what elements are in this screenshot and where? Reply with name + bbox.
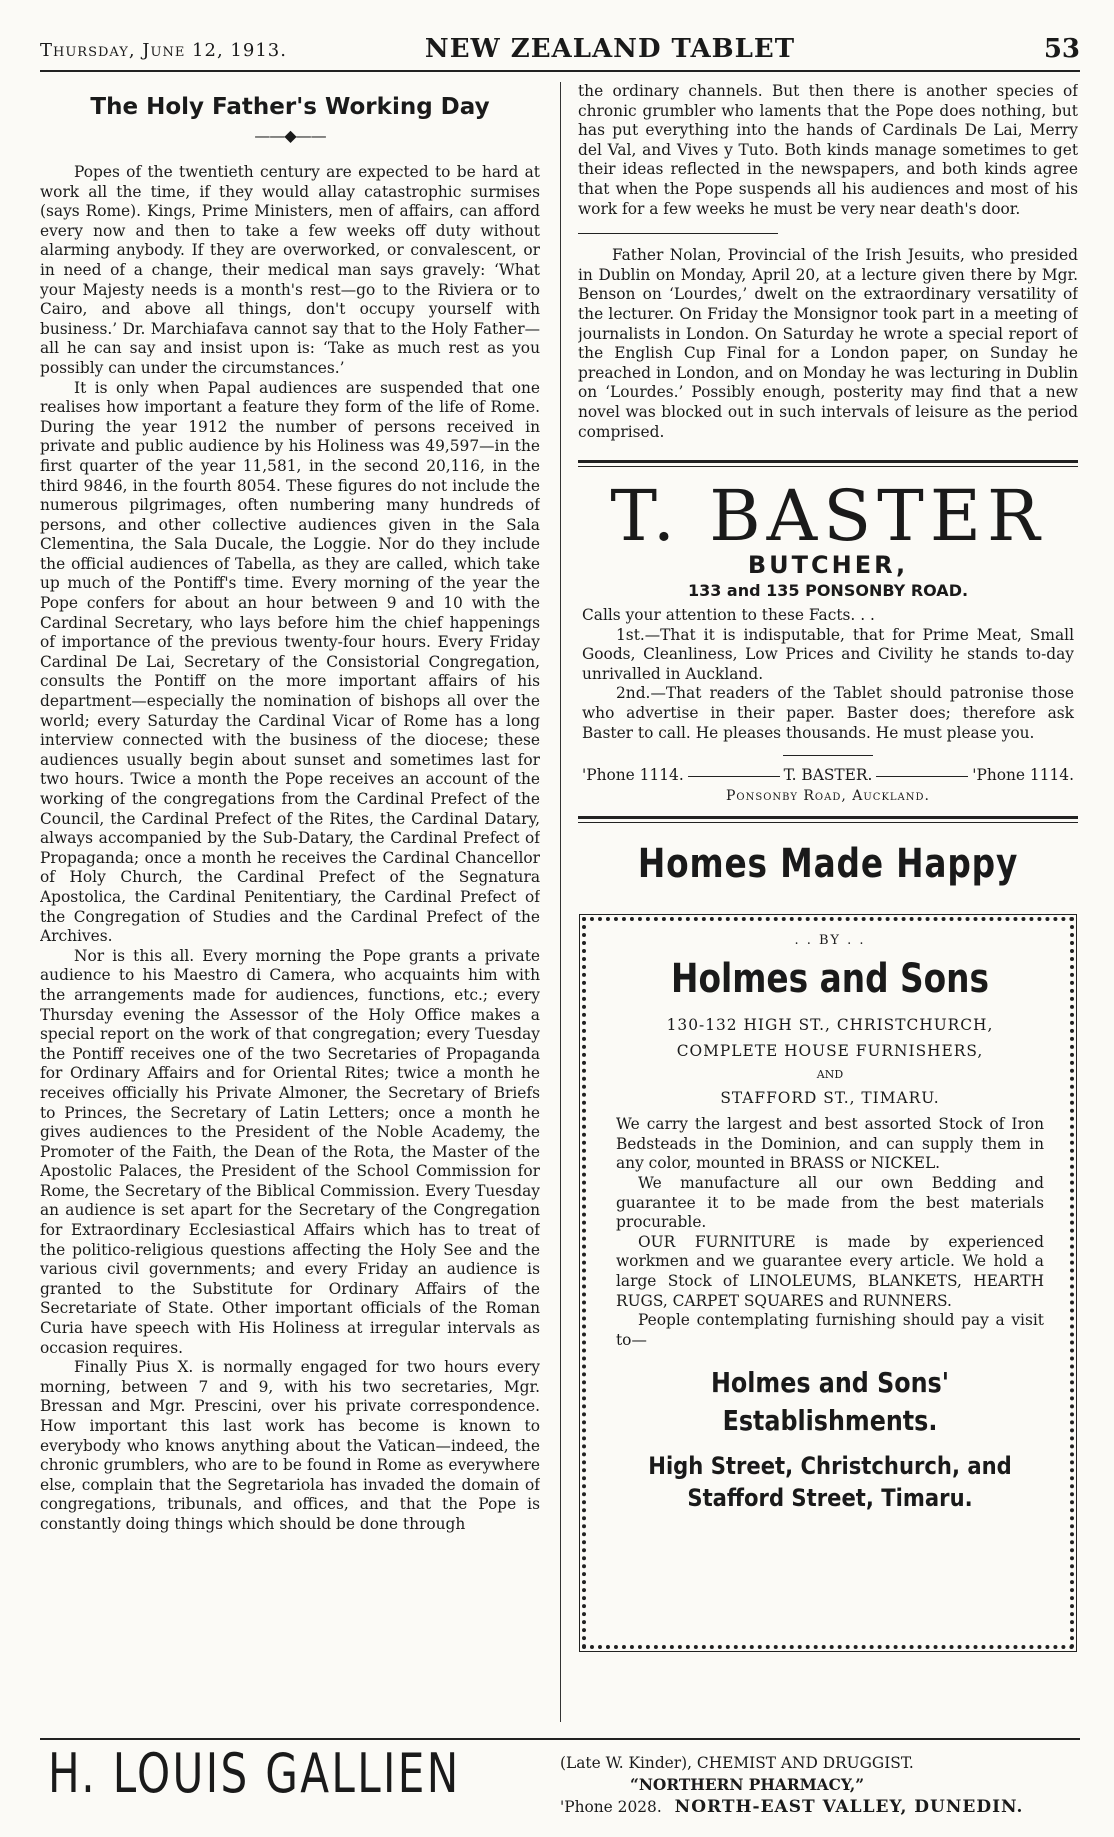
holmes-paragraph-4: People contemplating furnishing should pay a visit to— (616, 1311, 1044, 1349)
article-paragraph: Finally Pius X. is normally engaged for two hours every morning, between 7 and 9, with his two secretaries, Mgr. Bressan and Mgr. Prescini, over his private correspondence. How important this last work has become is known to everybody who knows anything about the Vatican—indeed, the chronic grumblers, who are to be found in Rome as everywhere else, complain that the Segretariola has invaded the domain of congregations, tribunals, and offices, and that the Pope is constantly doing things which should be done through (40, 1358, 540, 1533)
gallien-line-2: “NORTHERN PHARMACY,” (630, 1776, 865, 1794)
gallien-location: NORTH-EAST VALLEY, DUNEDIN. (674, 1797, 1024, 1817)
holmes-streets (642, 1450, 1019, 1514)
gallien-info (560, 1752, 1080, 1818)
article-paragraph: It is only when Papal audiences are suspended that one realises how important a feature they form of the life of Rome. During the year 1912 the number of persons received in private and public audience by his Holiness was 49,597—in the first quarter of the year 11,581, in the second 20,116, in the third 9846, in the fourth 8054. These figures do not include the numerous pilgrimages, often numbering many hundreds of persons, and other collective audiences given in the Sala Clementina, the Sala Ducale, the Loggie. Nor do they include the official audiences of Tabella, as they are called, which take up much of the Pontiff's time. Every morning of the year the Pope confers for about an hour between 9 and 10 with the Cardinal Secretary, who lays before him the chief happenings of importance of the previous twenty-four hours. Every Friday Cardinal De Lai, Secretary of the Consistorial Congregation, consults the Pontiff on the more important affairs of his department—especially the nomination of bishops all over the world; every Saturday the Cardinal Vicar of Rome has a long interview connected with the business of the diocese; these audiences usually begin about sunset and sometimes last for two hours. Twice a month the Pope receives an account of the working of the congregations from the Cardinal Prefect of the Council, the Cardinal Prefect of the Rites, the Cardinal Datary, always accompanied by the Sub-Datary, the Cardinal Prefect of Propaganda; once a month he receives the Cardinal Chancellor of Holy Church, the Cardinal Prefect of the Segnatura Apostolica, the Cardinal Penitentiary, the Cardinal Prefect of the Congregation of Studies and the Cardinal Prefect of the Archives. (40, 378, 540, 946)
baster-phone-line (582, 766, 1074, 784)
page-number: 53 (1043, 34, 1080, 64)
baster-point-2: 2nd.—That readers of the Tablet should patronise those who advertise in their paper. Baster does; therefore ask Baster to call. He pleases thousands. He must please you. (582, 684, 1074, 742)
baster-phone-left: 'Phone 1114. (582, 766, 684, 785)
baster-phone-name: T. BASTER. (783, 766, 873, 785)
holmes-establishments-line-2: Establishments. (722, 1404, 938, 1438)
footer-rule (40, 1738, 1080, 1740)
ad-divider-2 (578, 816, 1078, 823)
baster-location: Ponsonby Road, Auckland. (725, 788, 930, 805)
title-ornament: ——◆—— (254, 126, 326, 145)
article-continuation: the ordinary channels. But then there is another species of chronic grumbler who laments that the Pope does nothing, but has put everything into the hands of Cardinals De Lai, Merry del Val, and Vives y Tuto. Both kinds manage sometimes to get their ideas reflected in the newspapers, and both kinds agree that when the Pope suspends all his audiences and most of his work for a few weeks he must be very near death's door. (578, 82, 1078, 218)
page-header (40, 30, 1080, 72)
newspaper-title: NEW ZEALAND TABLET (424, 34, 796, 64)
gallien-line-3 (560, 1796, 1080, 1818)
baster-separator (783, 755, 873, 756)
holmes-address-2: STAFFORD ST., TIMARU. (720, 1089, 940, 1108)
right-column (578, 82, 1078, 1727)
holmes-business: COMPLETE HOUSE FURNISHERS, (676, 1042, 984, 1061)
article-paragraph: Nor is this all. Every morning the Pope grants a private audience to his Maestro di Camera, who acquaints him with the arrangements made for audiences, functions, etc.; every Thursday evening the Assessor of the Holy Office makes a special report on the work of that congregation; every Tuesday the Pontiff receives one of the two Secretaries of Propaganda for Ordinary Affairs and for Oriental Rites; twice a month he receives officially his Private Almoner, the Secretary of Briefs to Princes, the Secretary of Latin Letters; once a month he gives audiences to the President of the Noble Academy, the Promoter of the Faith, the Dean of the Rota, the Master of the Apostolic Palaces, the President of the School Commission for Rome, the Secretary of the Biblical Commission. Every Tuesday an audience is set apart for the Secretary of the Congregation for Extraordinary Ecclesiastical Affairs which has to treat of the politico-religious questions affecting the Holy See and the various civil governments; and every Friday an audience is granted to the Substitute for Ordinary Affairs of the Secretariate of State. Other important officials of the Roman Curia have speech with His Holiness at irregular intervals as occasion requires. (40, 946, 540, 1357)
issue-date: Thursday, June 12, 1913. (40, 40, 287, 61)
baster-intro: Calls your attention to these Facts. . . (582, 606, 875, 625)
holmes-establishments-line-1: Holmes and Sons' (710, 1366, 950, 1400)
holmes-address-1: 130-132 HIGH ST., CHRISTCHURCH, (666, 1016, 994, 1035)
baster-point-1: 1st.—That it is indisputable, that for Prime Meat, Small Goods, Cleanliness, Low Prices and Civility he stands to-day unrivalled in Auckland. (582, 625, 1074, 683)
baster-advertisement (578, 477, 1078, 804)
holmes-streets-line-1: High Street, Christchurch, and (648, 1452, 1012, 1481)
article-paragraph: Popes of the twentieth century are expected to be hard at work all the time, if they would allay catastrophic surmises (says Rome). Kings, Prime Ministers, men of affairs, can afford every now and then to take a few weeks off duty without alarming anybody. If they are overworked, or convalescent, or in need of a change, their medical man says gravely: ‘What your Majesty needs is a month's rest—go to the Riviera or to Cairo, and above all things, don't occupy yourself with business.’ Dr. Marchiafava cannot say that to the Holy Father—all he can say and insist upon is: ‘Take as much rest as you possibly can under the circumstances.’ (40, 163, 540, 377)
ad-divider (578, 460, 1078, 467)
baster-phone-right: 'Phone 1114. (972, 766, 1074, 785)
holmes-streets-line-2: Stafford Street, Timaru. (687, 1484, 973, 1513)
gallien-name: H. LOUIS GALLIEN (48, 1742, 461, 1805)
benson-paragraph: Father Nolan, Provincial of the Irish Jesuits, who presided in Dublin on Monday, April 20, at a lecture given there by Mgr. Benson on ‘Lourdes,’ dwelt on the extraordinary versatility of the lecturer. On Friday the Monsignor took part in a meeting of journalists in London. On Saturday he wrote a special report of the English Cup Final for a London paper, on Sunday he preached in London, and on Monday he was lecturing in Dublin on ‘Lourdes.’ Possibly enough, posterity may find that a new novel was blocked out in such intervals of leisure as the period comprised. (578, 246, 1078, 441)
holmes-establishments (648, 1364, 1012, 1440)
article-title: The Holy Father's Working Day (90, 94, 490, 120)
holmes-paragraph-1: We carry the largest and best assorted Stock of Iron Bedsteads in the Dominion, and can supply them in any color, mounted in BRASS or NICKEL. (616, 1115, 1044, 1173)
holmes-firm-name: Holmes and Sons (670, 956, 990, 1003)
gallien-phone: 'Phone 2028. (560, 1798, 662, 1816)
holmes-by: . . BY . . (794, 933, 866, 949)
holmes-advertisement (582, 917, 1074, 1649)
holmes-paragraph-2: We manufacture all our own Bedding and guarantee it to be made from the best materials procurable. (616, 1174, 1044, 1232)
column-divider (560, 82, 561, 1722)
homes-headline: Homes Made Happy (637, 841, 1019, 888)
gallien-line-1: (Late W. Kinder), CHEMIST AND DRUGGIST. (560, 1754, 914, 1772)
baster-address: 133 and 135 PONSONBY ROAD. (687, 581, 969, 601)
baster-trade: BUTCHER, (747, 551, 909, 580)
holmes-and: AND (816, 1068, 844, 1082)
baster-name: T. BASTER (610, 475, 1046, 558)
holmes-paragraph-3: OUR FURNITURE is made by experienced workmen and we guarantee every article. We hold a large Stock of LINOLEUMS, BLANKETS, HEARTH RUGS, CARPET SQUARES and RUNNERS. (616, 1232, 1044, 1310)
left-column (40, 82, 540, 1727)
